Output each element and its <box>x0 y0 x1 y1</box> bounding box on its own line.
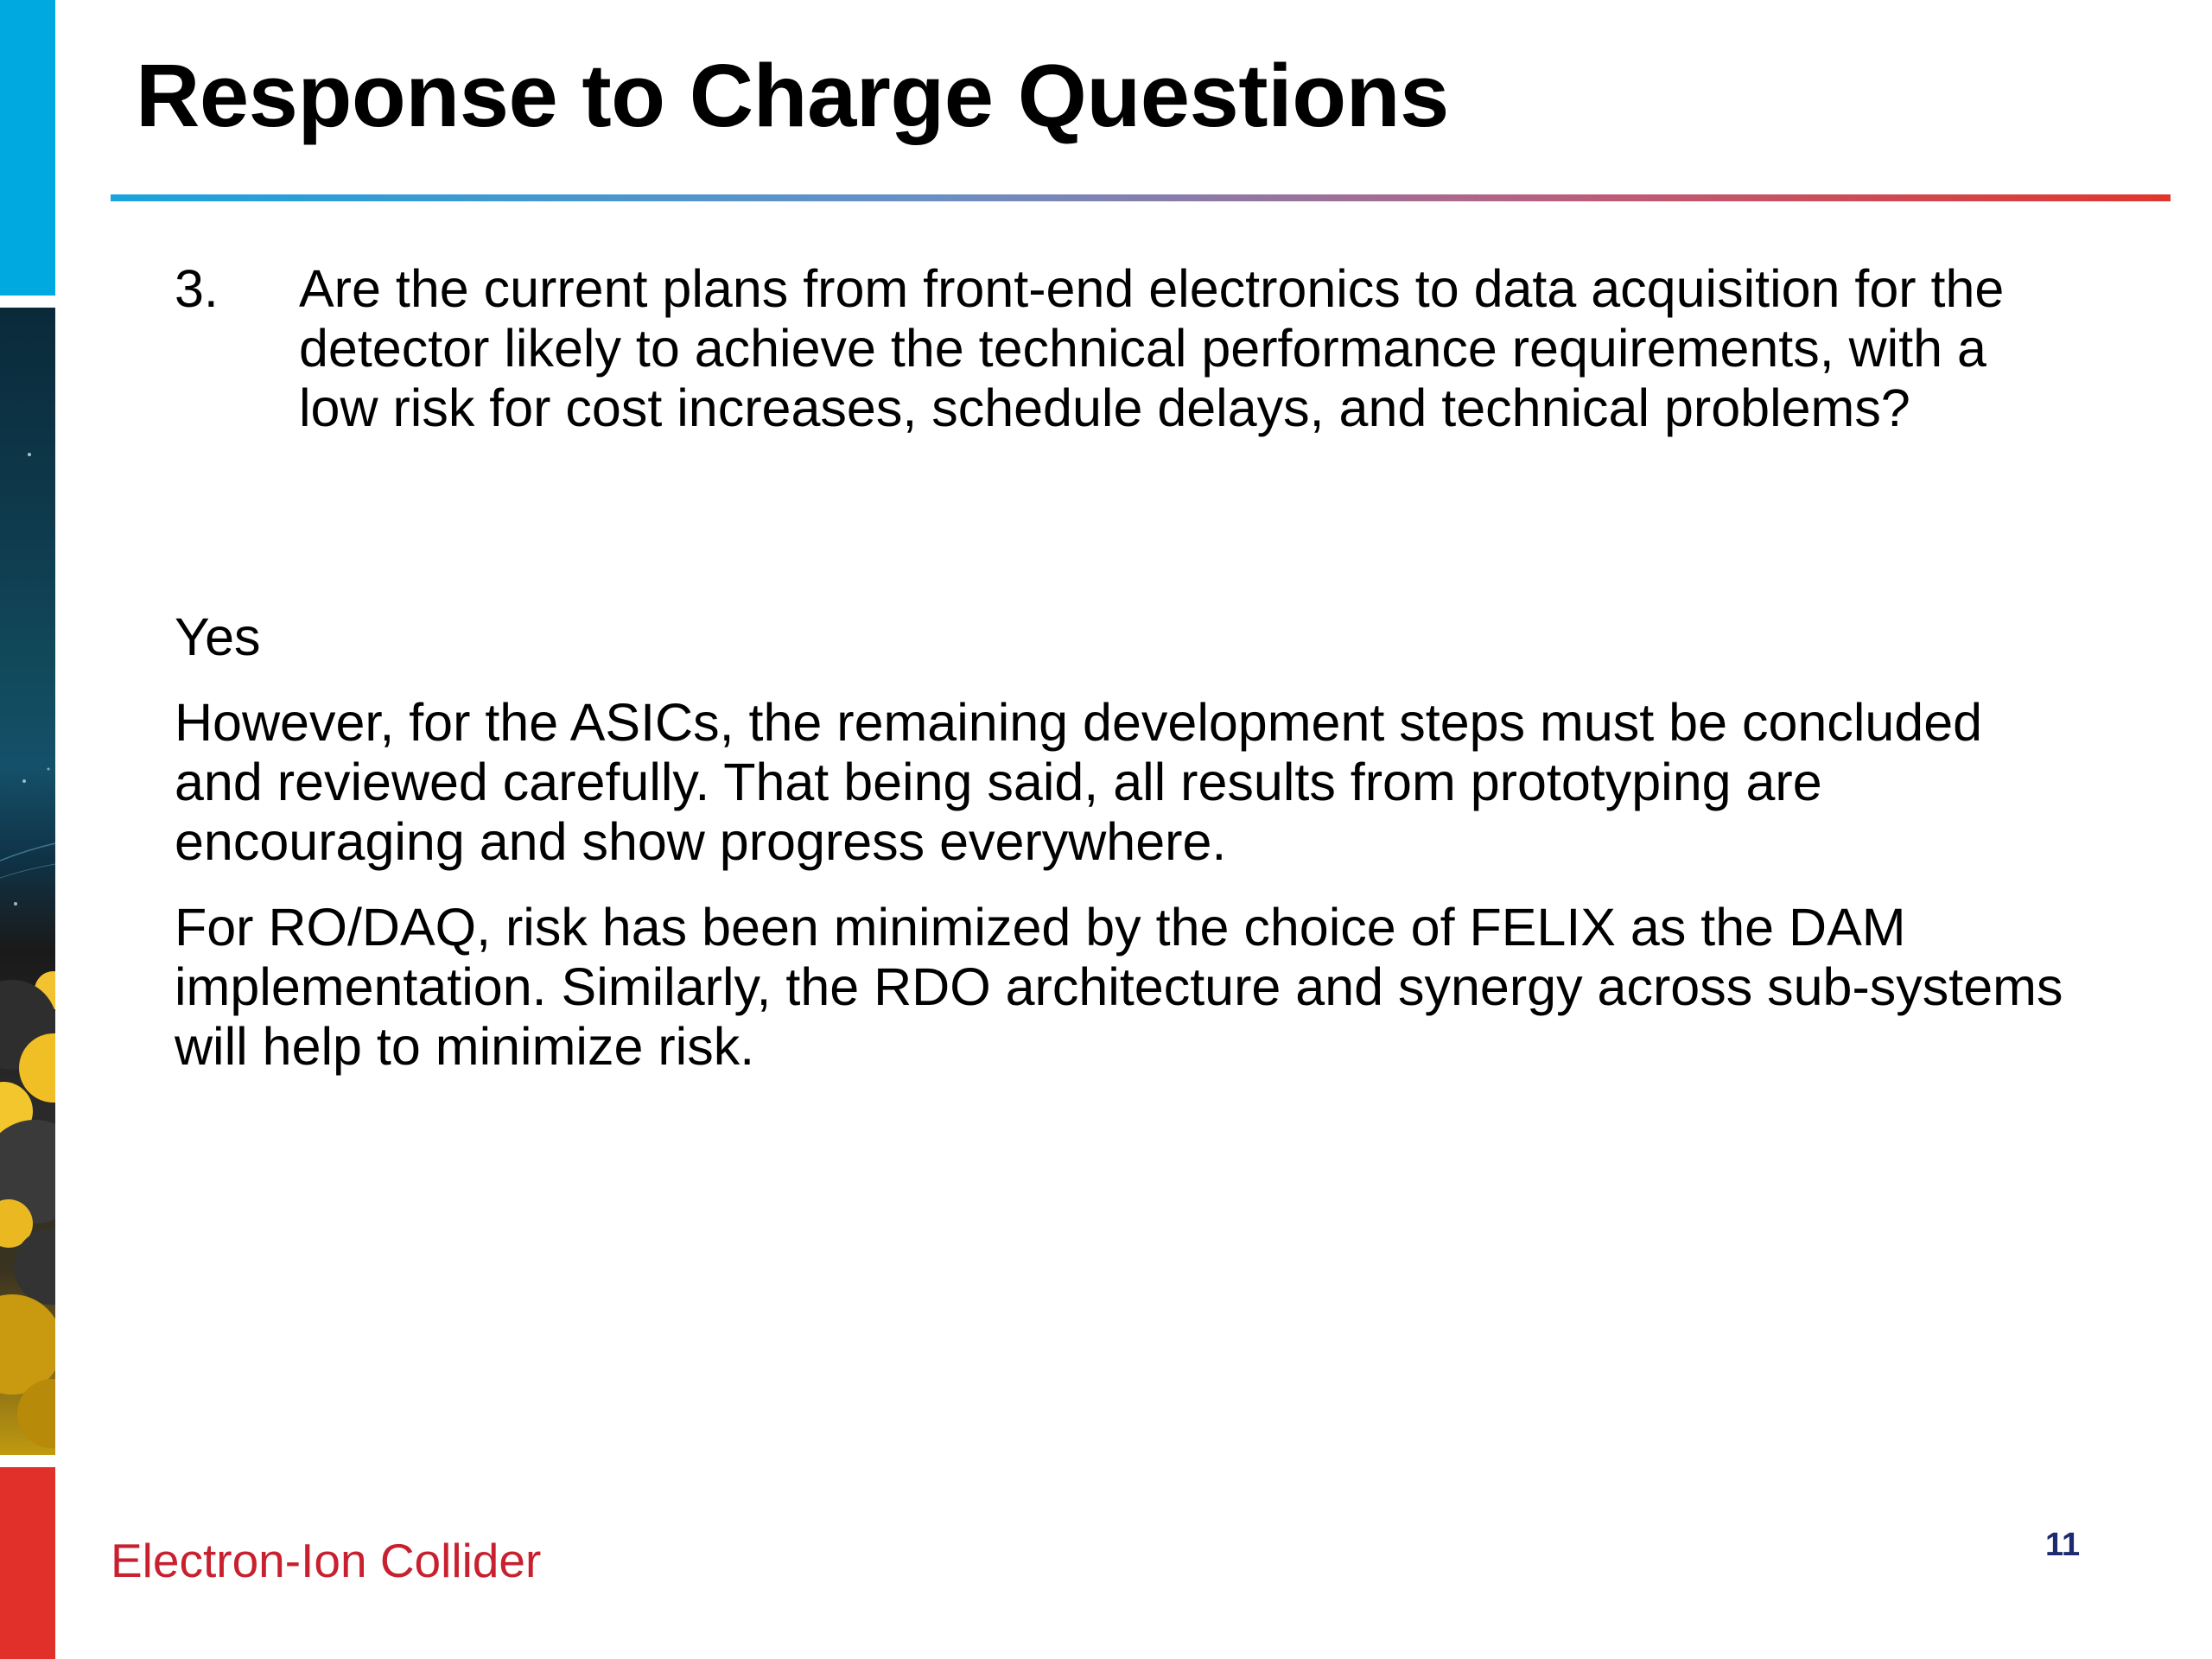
page-number: 11 <box>2045 1527 2081 1563</box>
answer-verdict: Yes <box>175 607 261 666</box>
question-number: 3. <box>175 259 219 318</box>
charge-question <box>175 259 2041 438</box>
slide-title: Response to Charge Questions <box>136 46 1449 145</box>
answer-paragraph-rodaq: For RO/DAQ, risk has been minimized by the choice of FELIX as the DAM implementation. Similarly, the RDO architecture and synergy across sub-systems will help to minimize risk. <box>175 898 2063 1076</box>
left-accent-bar-top <box>0 0 55 296</box>
answer-paragraph-asics: However, for the ASICs, the remaining development steps must be concluded and reviewed carefully. That being said, all results from prototyping are encouraging and show progress everywhere. <box>175 693 1983 871</box>
answer-block <box>175 607 2075 1103</box>
left-decorative-image <box>0 308 55 1455</box>
title-divider <box>111 194 2171 201</box>
footer-brand: Electron-Ion Collider <box>111 1534 542 1587</box>
question-text: Are the current plans from front-end electronics to data acquisition for the detector likely to achieve the technical performance requirements, with a low risk for cost increases, schedule delays, and technical problems? <box>299 259 2005 437</box>
left-accent-bar-bottom <box>0 1467 55 1659</box>
